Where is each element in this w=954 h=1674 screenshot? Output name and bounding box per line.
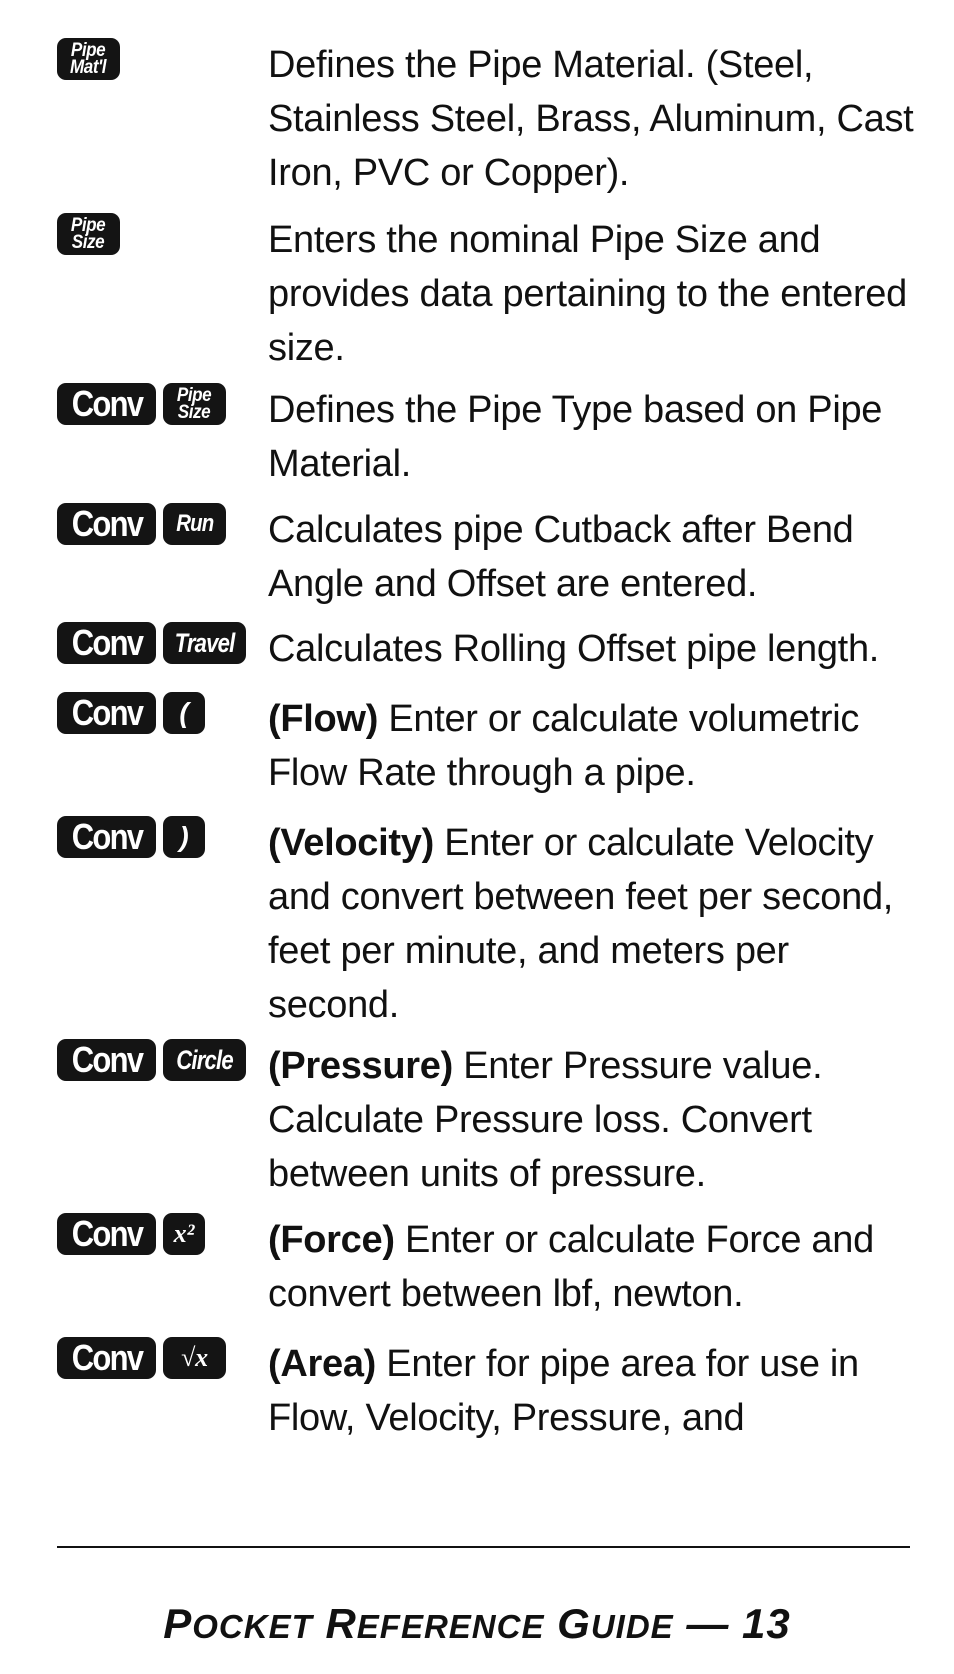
page-footer — [0, 1600, 954, 1648]
entry-description — [268, 213, 928, 375]
key-sequence — [57, 213, 120, 257]
key-label-line: Size — [72, 232, 105, 253]
key-label: Run — [175, 510, 214, 537]
key-label: x² — [173, 1219, 195, 1248]
key-icon-pipe-size — [57, 213, 120, 255]
footer-divider — [57, 1546, 910, 1548]
key-icon-math — [163, 1213, 205, 1255]
entry-description — [268, 622, 928, 676]
entry-text: Calculates pipe Cutback after Bend Angle and Offset are entered. — [268, 509, 854, 605]
entry-term: (Area) — [268, 1343, 377, 1385]
footer-separator: — — [686, 1600, 730, 1647]
key-label: Circle — [176, 1044, 233, 1075]
key-label: Conv — [71, 622, 142, 663]
footer-title: POCKET REFERENCE GUIDE — [163, 1600, 674, 1647]
key-label: Conv — [71, 503, 142, 544]
key-icon-conv — [57, 816, 156, 858]
key-label-line: Pipe — [177, 385, 212, 406]
key-icon-conv — [57, 1039, 156, 1081]
key-label: Conv — [71, 816, 142, 857]
key-label: √x — [180, 1343, 209, 1372]
key-sequence — [57, 1337, 226, 1381]
key-sequence — [57, 622, 246, 666]
key-icon-conv — [57, 503, 156, 545]
entry-description — [268, 816, 928, 1032]
entry-description — [268, 692, 928, 800]
key-icon-conv — [57, 1337, 156, 1379]
key-icon-pipe-matl — [57, 38, 120, 80]
key-label-line: Mat'l — [70, 57, 107, 78]
entry-description — [268, 1337, 928, 1445]
entry-term: (Pressure) — [268, 1045, 453, 1087]
key-label-line: Pipe — [71, 215, 106, 236]
entry-text: Enter Pressure value. Calculate Pressure loss. Convert between units of pressure. — [268, 1045, 823, 1195]
entry-text: Calculates Rolling Offset pipe length. — [268, 628, 880, 670]
key-icon-conv — [57, 383, 156, 425]
entry-description — [268, 383, 928, 491]
entry-term: (Flow) — [268, 698, 379, 740]
key-sequence — [57, 1039, 246, 1083]
entry-description — [268, 1213, 928, 1321]
key-label: Conv — [71, 383, 142, 424]
key-label: Conv — [71, 1039, 142, 1080]
key-icon-conv — [57, 692, 156, 734]
entry-description — [268, 503, 928, 611]
page-number: 13 — [742, 1600, 791, 1647]
key-icon-paren — [163, 692, 205, 734]
key-label: Conv — [71, 1337, 142, 1378]
entry-term: (Velocity) — [268, 822, 434, 864]
key-icon-small — [163, 503, 226, 545]
entry-text: Defines the Pipe Material. (Steel, Stainless Steel, Brass, Aluminum, Cast Iron, PVC or Copper). — [268, 44, 914, 194]
entry-text: Enter for pipe area for use in Flow, Velocity, Pressure, and — [268, 1343, 859, 1439]
key-sequence — [57, 38, 120, 82]
key-icon-travel — [163, 622, 246, 664]
key-label: Conv — [71, 692, 142, 733]
key-sequence — [57, 692, 205, 736]
key-label: ( — [179, 697, 189, 728]
entry-text: Defines the Pipe Type based on Pipe Material. — [268, 389, 883, 485]
key-icon-conv — [57, 622, 156, 664]
key-sequence — [57, 503, 226, 547]
entry-description — [268, 1039, 928, 1201]
entry-text: Enter or calculate Force and convert between lbf, newton. — [268, 1219, 874, 1315]
entry-text: Enter or calculate Velocity and convert between feet per second, feet per minute, and meters per second. — [268, 822, 894, 1026]
key-icon-paren — [163, 816, 205, 858]
key-sequence — [57, 1213, 205, 1257]
key-icon-conv — [57, 1213, 156, 1255]
key-sequence — [57, 816, 205, 860]
entry-text: Enters the nominal Pipe Size and provides data pertaining to the entered size. — [268, 219, 907, 369]
entry-text: Enter or calculate volumetric Flow Rate through a pipe. — [268, 698, 860, 794]
key-icon-sqrt — [163, 1337, 226, 1379]
key-label: ) — [179, 821, 189, 852]
key-label-line: Pipe — [71, 40, 106, 61]
key-label: Conv — [71, 1213, 142, 1254]
key-sequence — [57, 383, 226, 427]
key-icon-pipe-size — [163, 383, 226, 425]
key-label-line: Size — [178, 402, 211, 423]
entry-description — [268, 38, 928, 200]
key-label: Travel — [174, 627, 235, 658]
key-icon-travel — [163, 1039, 246, 1081]
entry-term: (Force) — [268, 1219, 395, 1261]
